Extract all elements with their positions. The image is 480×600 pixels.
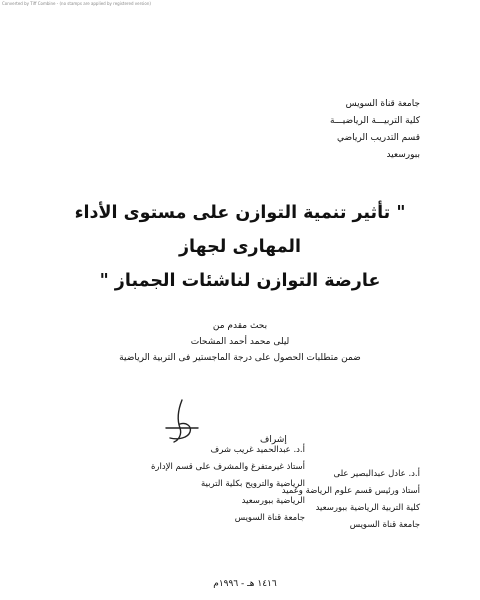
institution-block — [220, 96, 420, 164]
watermark-text: Converted by Tiff Combine - (no stamps are applied by registered version) — [2, 1, 151, 6]
supervisor-left-line3: الرياضية والترويح بكلية التربية — [200, 479, 305, 489]
supervisor-right-line2: أستاذ ورئيس قسم علوم الرياضة وعميد — [281, 486, 420, 496]
supervisor-left-name: أ.د. عبدالحميد غريب شرف — [210, 445, 305, 455]
supervisor-right-line4: جامعة قناة السويس — [349, 520, 420, 530]
author-name: ليلى محمد أحمد المشحات — [190, 337, 290, 347]
supervisor-left-line4: الرياضية ببورسعيد — [241, 496, 305, 506]
supervisor-left-line2: أستاذ غيرمتفرغ والمشرف على قسم الإدارة — [150, 462, 305, 472]
department-name: قسم التدريب الرياضي — [336, 133, 420, 143]
thesis-title — [60, 196, 420, 298]
supervisor-left — [120, 442, 305, 527]
college-name: كلية التربيـــة الرياضيـــة — [330, 116, 420, 126]
supervisor-left-line5: جامعة قناة السويس — [234, 513, 305, 523]
city-name: ببورسعيد — [386, 150, 420, 160]
supervisor-right-line3: كلية التربية الرياضية ببورسعيد — [315, 503, 420, 513]
research-info — [80, 318, 400, 366]
title-line-2: عارضة التوازن لناشئات الجمباز " — [99, 271, 381, 291]
supervision-label: إشراف — [260, 435, 287, 445]
title-line-1: " تأثير تنمية التوازن على مستوى الأداء المهارى لجهاز — [74, 203, 406, 257]
research-intro: بحث مقدم من — [212, 321, 268, 331]
university-name: جامعة قناة السويس — [345, 99, 420, 109]
degree-purpose: ضمن متطلبات الحصول على درجة الماجستير فى التربية الرياضية — [119, 353, 361, 363]
supervisor-right-name: أ.د. عادل عبدالبصير على — [333, 469, 420, 479]
signature-mark — [148, 398, 208, 446]
document-date: ١٤١٦ هـ - ١٩٩٦م — [213, 579, 277, 589]
